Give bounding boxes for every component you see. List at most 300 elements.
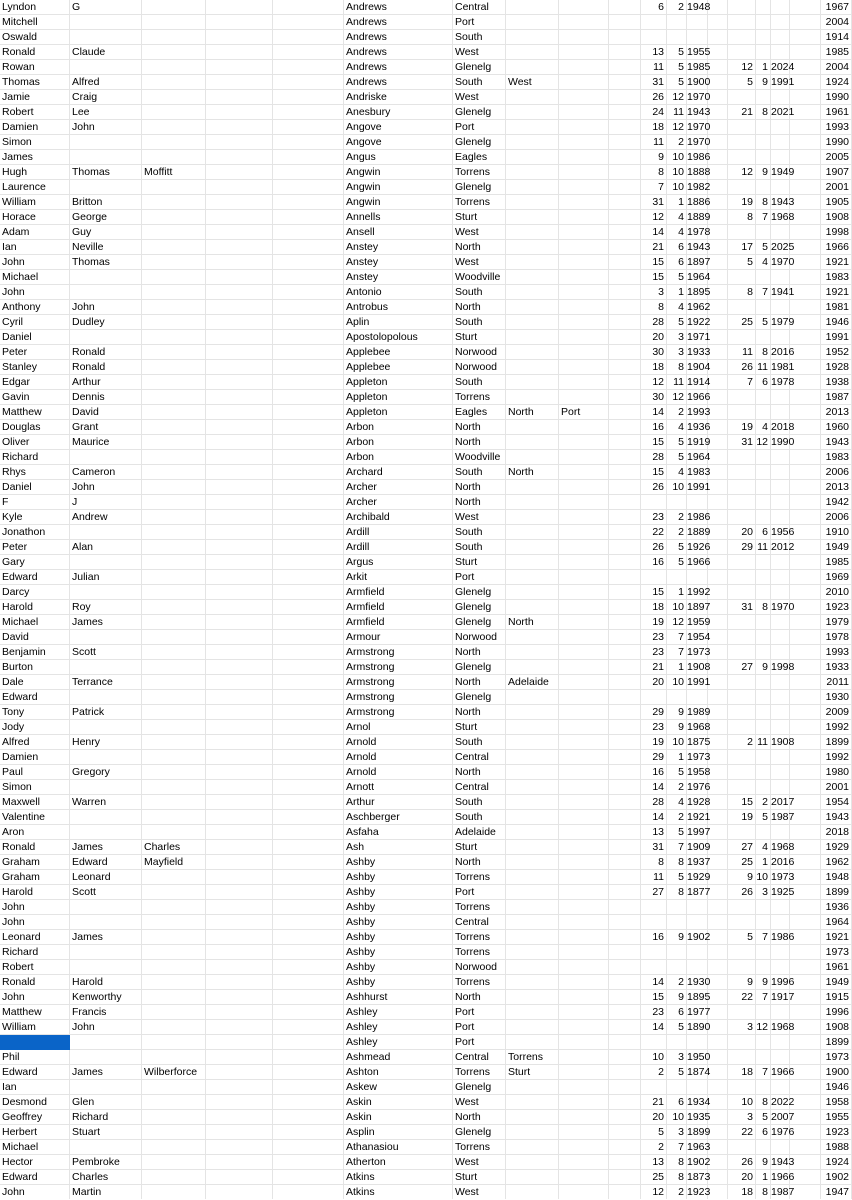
cell-birth-day[interactable]: 16 [652, 556, 664, 568]
cell-club-3[interactable] [559, 360, 608, 375]
cell-club[interactable]: Torrens [455, 871, 491, 883]
cell-first-name[interactable]: Hector [2, 1156, 33, 1168]
cell-debut-year[interactable]: 1899 [825, 886, 849, 898]
cell-death-month[interactable]: 10 [756, 871, 768, 883]
cell-death-month[interactable]: 12 [756, 436, 768, 448]
cell-birth-month[interactable] [667, 945, 686, 960]
cell-third-name[interactable] [142, 0, 205, 15]
cell-club-3[interactable] [559, 1050, 608, 1065]
cell-club-2[interactable] [506, 30, 558, 45]
cell-birth-year[interactable]: 1936 [687, 421, 711, 433]
cell-middle-name[interactable]: Scott [72, 646, 96, 658]
cell-first-name[interactable]: Richard [2, 946, 39, 958]
cell-third-name[interactable] [142, 885, 205, 900]
cell-club-3[interactable] [559, 810, 608, 825]
cell-death-month[interactable]: 1 [762, 856, 768, 868]
cell-birth-year[interactable]: 1964 [687, 271, 711, 283]
cell-surname[interactable]: Arnold [346, 751, 377, 763]
cell-club-3[interactable] [559, 510, 608, 525]
cell-third-name[interactable] [142, 810, 205, 825]
cell-death-day[interactable] [728, 720, 755, 735]
cell-first-name[interactable]: Stanley [2, 361, 38, 373]
cell-debut-year[interactable]: 1992 [825, 721, 849, 733]
cell-death-day[interactable]: 5 [747, 931, 753, 943]
cell-birth-year[interactable]: 1977 [687, 1006, 711, 1018]
cell-surname[interactable]: Anstey [346, 271, 379, 283]
cell-surname[interactable]: Ash [346, 841, 365, 853]
cell-birth-month[interactable]: 1 [678, 196, 684, 208]
cell-debut-year[interactable]: 1980 [825, 766, 849, 778]
cell-birth-year[interactable]: 1966 [687, 556, 711, 568]
cell-death-year[interactable] [771, 150, 789, 165]
cell-debut-year[interactable]: 1993 [825, 121, 849, 133]
cell-birth-year[interactable]: 1875 [687, 736, 711, 748]
cell-club-2[interactable] [506, 1005, 558, 1020]
cell-club-2[interactable] [506, 720, 558, 735]
cell-club-2[interactable] [506, 240, 558, 255]
cell-club-3[interactable] [559, 120, 608, 135]
cell-club-2[interactable] [506, 870, 558, 885]
cell-death-day[interactable] [728, 675, 755, 690]
cell-first-name[interactable]: Matthew [2, 1006, 42, 1018]
cell-birth-month[interactable]: 2 [678, 781, 684, 793]
cell-first-name[interactable]: Edgar [2, 376, 31, 388]
cell-birth-day[interactable]: 23 [652, 721, 664, 733]
cell-third-name[interactable] [142, 120, 205, 135]
cell-surname[interactable]: Ashby [346, 946, 376, 958]
cell-club-3[interactable] [559, 630, 608, 645]
cell-surname[interactable]: Ashby [346, 871, 376, 883]
cell-middle-name[interactable]: Patrick [72, 706, 105, 718]
cell-third-name[interactable] [142, 1185, 205, 1200]
cell-death-month[interactable]: 4 [762, 256, 768, 268]
cell-debut-year[interactable]: 1936 [825, 901, 849, 913]
cell-middle-name[interactable] [70, 945, 141, 960]
cell-debut-year[interactable]: 2006 [825, 466, 849, 478]
cell-middle-name[interactable]: Richard [72, 1111, 109, 1123]
cell-birth-day[interactable]: 12 [652, 376, 664, 388]
cell-birth-day[interactable]: 26 [652, 481, 664, 493]
cell-club[interactable]: Port [455, 1021, 475, 1033]
cell-surname[interactable]: Angus [346, 151, 376, 163]
cell-middle-name[interactable]: Martin [72, 1186, 102, 1198]
cell-death-day[interactable]: 18 [741, 1066, 753, 1078]
cell-club-3[interactable] [559, 300, 608, 315]
cell-middle-name[interactable]: Lee [72, 106, 90, 118]
cell-death-day[interactable] [728, 465, 755, 480]
cell-third-name[interactable]: Wilberforce [144, 1066, 198, 1078]
cell-birth-day[interactable]: 21 [652, 241, 664, 253]
cell-club-3[interactable] [559, 1170, 608, 1185]
cell-club-3[interactable] [559, 840, 608, 855]
cell-club-2[interactable] [506, 915, 558, 930]
cell-birth-year[interactable] [687, 1080, 707, 1095]
cell-first-name[interactable]: Thomas [2, 76, 40, 88]
cell-death-month[interactable] [756, 15, 770, 30]
cell-club-2[interactable] [506, 150, 558, 165]
cell-debut-year[interactable]: 1929 [825, 841, 849, 853]
cell-birth-month[interactable]: 8 [678, 1171, 684, 1183]
cell-middle-name[interactable]: David [72, 406, 99, 418]
cell-death-year[interactable] [771, 0, 789, 15]
cell-club-2[interactable] [506, 780, 558, 795]
cell-surname[interactable]: Ashby [346, 856, 376, 868]
cell-club-2[interactable] [506, 1125, 558, 1140]
cell-birth-day[interactable]: 8 [658, 856, 664, 868]
cell-death-day[interactable]: 26 [741, 886, 753, 898]
cell-death-day[interactable]: 22 [741, 1126, 753, 1138]
cell-debut-year[interactable]: 1955 [825, 1111, 849, 1123]
cell-birth-month[interactable]: 4 [678, 421, 684, 433]
cell-birth-month[interactable]: 10 [672, 481, 684, 493]
cell-death-month[interactable] [756, 90, 770, 105]
cell-birth-year[interactable]: 1877 [687, 886, 711, 898]
cell-first-name[interactable]: Ronald [2, 46, 36, 58]
cell-club[interactable]: West [455, 1156, 479, 1168]
cell-death-month[interactable] [756, 495, 770, 510]
cell-birth-day[interactable]: 15 [652, 436, 664, 448]
cell-death-day[interactable] [728, 405, 755, 420]
cell-birth-day[interactable]: 12 [652, 1186, 664, 1198]
selected-cell[interactable] [0, 1035, 70, 1050]
cell-death-day[interactable]: 9 [747, 871, 753, 883]
cell-death-day[interactable]: 18 [741, 1186, 753, 1198]
cell-first-name[interactable]: Harold [2, 886, 33, 898]
cell-birth-year[interactable]: 1928 [687, 796, 711, 808]
cell-birth-month[interactable]: 5 [678, 1066, 684, 1078]
cell-club-2[interactable] [506, 360, 558, 375]
cell-club-2[interactable] [506, 375, 558, 390]
cell-middle-name[interactable] [70, 1035, 141, 1050]
cell-third-name[interactable] [142, 930, 205, 945]
cell-birth-year[interactable]: 1929 [687, 871, 711, 883]
cell-middle-name[interactable]: Leonard [72, 871, 111, 883]
cell-birth-day[interactable]: 6 [658, 1, 664, 13]
cell-middle-name[interactable]: Julian [72, 571, 100, 583]
cell-club[interactable]: Torrens [455, 931, 491, 943]
cell-death-day[interactable] [728, 45, 755, 60]
cell-death-year[interactable] [771, 180, 789, 195]
cell-birth-month[interactable] [667, 900, 686, 915]
cell-middle-name[interactable] [70, 780, 141, 795]
cell-third-name[interactable] [142, 360, 205, 375]
cell-club[interactable]: Glenelg [455, 661, 492, 673]
cell-third-name[interactable] [142, 780, 205, 795]
cell-birth-month[interactable]: 5 [678, 871, 684, 883]
cell-club-2[interactable] [506, 0, 558, 15]
cell-first-name[interactable]: Rowan [2, 61, 35, 73]
cell-middle-name[interactable] [70, 690, 141, 705]
cell-death-day[interactable]: 10 [741, 1096, 753, 1108]
cell-birth-year[interactable]: 1897 [687, 256, 711, 268]
cell-death-day[interactable] [728, 330, 755, 345]
cell-middle-name[interactable] [70, 660, 141, 675]
cell-birth-day[interactable]: 15 [652, 991, 664, 1003]
cell-club-3[interactable] [559, 225, 608, 240]
cell-birth-year[interactable] [687, 915, 707, 930]
cell-club-2[interactable] [506, 315, 558, 330]
cell-third-name[interactable] [142, 300, 205, 315]
cell-club-2[interactable]: West [508, 76, 532, 88]
cell-first-name[interactable]: Paul [2, 766, 24, 778]
cell-middle-name[interactable] [70, 30, 141, 45]
cell-middle-name[interactable] [70, 525, 141, 540]
cell-surname[interactable]: Ashby [346, 901, 376, 913]
cell-club-3[interactable] [559, 750, 608, 765]
cell-debut-year[interactable]: 2005 [825, 151, 849, 163]
cell-death-year[interactable]: 2024 [771, 61, 795, 73]
cell-surname[interactable]: Askin [346, 1096, 372, 1108]
cell-death-day[interactable] [728, 585, 755, 600]
cell-club-2[interactable] [506, 855, 558, 870]
cell-death-day[interactable]: 26 [741, 1156, 753, 1168]
cell-club-2[interactable] [506, 555, 558, 570]
cell-club-3[interactable] [559, 165, 608, 180]
cell-death-day[interactable] [728, 1140, 755, 1155]
cell-death-day[interactable]: 9 [747, 976, 753, 988]
cell-birth-month[interactable]: 3 [678, 1051, 684, 1063]
cell-club-3[interactable] [559, 555, 608, 570]
cell-death-year[interactable]: 1925 [771, 886, 795, 898]
cell-debut-year[interactable]: 1928 [825, 361, 849, 373]
cell-surname[interactable]: Arthur [346, 796, 375, 808]
cell-third-name[interactable] [142, 1020, 205, 1035]
cell-birth-day[interactable]: 14 [652, 811, 664, 823]
cell-surname[interactable]: Angove [346, 136, 382, 148]
cell-death-day[interactable]: 8 [747, 286, 753, 298]
cell-death-day[interactable] [728, 630, 755, 645]
cell-death-day[interactable] [728, 1050, 755, 1065]
cell-death-year[interactable] [771, 645, 789, 660]
cell-death-month[interactable] [756, 0, 770, 15]
cell-death-day[interactable]: 5 [747, 76, 753, 88]
cell-middle-name[interactable] [70, 960, 141, 975]
cell-birth-month[interactable]: 9 [678, 721, 684, 733]
cell-first-name[interactable]: Graham [2, 856, 40, 868]
cell-third-name[interactable] [142, 645, 205, 660]
cell-birth-year[interactable]: 1970 [687, 121, 711, 133]
cell-birth-day[interactable]: 18 [652, 121, 664, 133]
cell-third-name[interactable] [142, 210, 205, 225]
cell-debut-year[interactable]: 1973 [825, 1051, 849, 1063]
cell-death-month[interactable] [756, 1005, 770, 1020]
cell-birth-year[interactable]: 1982 [687, 181, 711, 193]
cell-club[interactable]: Central [455, 916, 489, 928]
cell-club-3[interactable] [559, 585, 608, 600]
cell-death-month[interactable] [756, 780, 770, 795]
cell-first-name[interactable]: Gavin [2, 391, 30, 403]
cell-death-day[interactable]: 25 [741, 856, 753, 868]
cell-surname[interactable]: Armstrong [346, 691, 395, 703]
cell-birth-month[interactable]: 5 [678, 451, 684, 463]
cell-birth-day[interactable]: 25 [652, 1171, 664, 1183]
cell-birth-day[interactable]: 28 [652, 796, 664, 808]
cell-surname[interactable]: Archer [346, 496, 377, 508]
cell-surname[interactable]: Anstey [346, 256, 379, 268]
cell-third-name[interactable] [142, 1155, 205, 1170]
cell-death-month[interactable] [756, 1050, 770, 1065]
cell-first-name[interactable]: Robert [2, 106, 34, 118]
cell-debut-year[interactable]: 1923 [825, 1126, 849, 1138]
cell-debut-year[interactable]: 1947 [825, 1186, 849, 1198]
cell-club[interactable]: Central [455, 1051, 489, 1063]
cell-surname[interactable]: Archard [346, 466, 383, 478]
cell-first-name[interactable]: Alfred [2, 736, 30, 748]
cell-middle-name[interactable] [70, 135, 141, 150]
cell-third-name[interactable] [142, 1080, 205, 1095]
cell-death-day[interactable]: 22 [741, 991, 753, 1003]
cell-club-2[interactable] [506, 15, 558, 30]
cell-death-month[interactable] [756, 270, 770, 285]
cell-first-name[interactable]: Simon [2, 781, 32, 793]
cell-first-name[interactable]: Edward [2, 691, 38, 703]
cell-death-day[interactable] [728, 900, 755, 915]
cell-birth-year[interactable]: 1943 [687, 106, 711, 118]
cell-death-year[interactable] [771, 120, 789, 135]
cell-middle-name[interactable]: James [72, 931, 103, 943]
cell-birth-year[interactable]: 1922 [687, 316, 711, 328]
cell-third-name[interactable] [142, 1170, 205, 1185]
cell-death-year[interactable] [771, 135, 789, 150]
cell-middle-name[interactable]: Harold [72, 976, 103, 988]
cell-first-name[interactable]: John [2, 1186, 25, 1198]
cell-third-name[interactable] [142, 285, 205, 300]
cell-death-year[interactable]: 2021 [771, 106, 795, 118]
cell-birth-year[interactable]: 1921 [687, 811, 711, 823]
cell-death-month[interactable] [756, 135, 770, 150]
cell-death-year[interactable] [771, 450, 789, 465]
cell-middle-name[interactable]: Alan [72, 541, 94, 553]
cell-birth-day[interactable]: 18 [652, 601, 664, 613]
cell-death-month[interactable] [756, 765, 770, 780]
cell-club-2[interactable] [506, 1035, 558, 1050]
cell-club-3[interactable] [559, 480, 608, 495]
cell-first-name[interactable]: Herbert [2, 1126, 38, 1138]
cell-third-name[interactable] [142, 1050, 205, 1065]
cell-middle-name[interactable] [70, 1140, 141, 1155]
cell-death-year[interactable]: 1943 [771, 196, 795, 208]
cell-birth-year[interactable]: 1958 [687, 766, 711, 778]
cell-birth-year[interactable]: 1986 [687, 511, 711, 523]
cell-death-year[interactable] [771, 780, 789, 795]
cell-death-year[interactable] [771, 90, 789, 105]
cell-club[interactable]: Port [455, 571, 475, 583]
cell-death-day[interactable]: 31 [741, 601, 753, 613]
cell-debut-year[interactable]: 1900 [825, 1066, 849, 1078]
cell-birth-year[interactable]: 1989 [687, 706, 711, 718]
cell-birth-year[interactable]: 1930 [687, 976, 711, 988]
cell-debut-year[interactable]: 1978 [825, 631, 849, 643]
cell-third-name[interactable] [142, 195, 205, 210]
cell-middle-name[interactable]: Charles [72, 1171, 109, 1183]
cell-first-name[interactable]: Dale [2, 676, 24, 688]
cell-birth-day[interactable]: 26 [652, 541, 664, 553]
cell-death-month[interactable]: 11 [757, 736, 768, 748]
cell-birth-day[interactable]: 14 [652, 226, 664, 238]
cell-middle-name[interactable]: Kenworthy [72, 991, 122, 1003]
cell-birth-month[interactable] [667, 915, 686, 930]
cell-first-name[interactable]: Jody [2, 721, 25, 733]
cell-birth-year[interactable]: 1935 [687, 1111, 711, 1123]
cell-first-name[interactable]: Kyle [2, 511, 23, 523]
cell-birth-day[interactable]: 23 [652, 646, 664, 658]
cell-birth-year[interactable]: 1923 [687, 1186, 711, 1198]
cell-first-name[interactable]: James [2, 151, 33, 163]
cell-surname[interactable]: Ashley [346, 1006, 378, 1018]
cell-debut-year[interactable]: 1983 [825, 271, 849, 283]
cell-death-year[interactable] [771, 15, 789, 30]
cell-death-year[interactable]: 2017 [771, 796, 795, 808]
cell-death-day[interactable] [728, 690, 755, 705]
cell-birth-month[interactable]: 1 [678, 751, 684, 763]
cell-club-2[interactable] [506, 1155, 558, 1170]
cell-first-name[interactable]: William [2, 1021, 36, 1033]
cell-birth-year[interactable]: 1962 [687, 301, 711, 313]
cell-third-name[interactable] [142, 390, 205, 405]
cell-club-3[interactable] [559, 255, 608, 270]
cell-club-3[interactable] [559, 735, 608, 750]
cell-death-year[interactable] [771, 960, 789, 975]
cell-debut-year[interactable]: 2006 [825, 511, 849, 523]
cell-club-3[interactable] [559, 975, 608, 990]
cell-birth-day[interactable]: 21 [652, 661, 664, 673]
cell-club-2[interactable] [506, 60, 558, 75]
cell-club[interactable]: South [455, 736, 483, 748]
cell-third-name[interactable] [142, 180, 205, 195]
cell-birth-year[interactable]: 1973 [687, 751, 711, 763]
cell-middle-name[interactable] [70, 585, 141, 600]
cell-birth-day[interactable]: 14 [652, 406, 664, 418]
cell-death-year[interactable]: 1973 [771, 871, 795, 883]
cell-death-month[interactable] [756, 45, 770, 60]
cell-club[interactable]: North [455, 301, 481, 313]
cell-death-month[interactable] [756, 480, 770, 495]
cell-death-month[interactable] [756, 510, 770, 525]
cell-death-day[interactable]: 26 [741, 361, 753, 373]
cell-middle-name[interactable]: Terrance [72, 676, 113, 688]
cell-club-3[interactable] [559, 30, 608, 45]
cell-first-name[interactable]: Burton [2, 661, 33, 673]
cell-death-day[interactable] [728, 180, 755, 195]
cell-death-day[interactable] [728, 510, 755, 525]
cell-death-year[interactable] [771, 270, 789, 285]
cell-club-2[interactable] [506, 180, 558, 195]
cell-debut-year[interactable]: 1948 [825, 871, 849, 883]
cell-debut-year[interactable]: 1899 [825, 736, 849, 748]
cell-surname[interactable]: Ashton [346, 1066, 379, 1078]
cell-death-year[interactable]: 1976 [771, 1126, 795, 1138]
cell-third-name[interactable] [142, 510, 205, 525]
cell-death-day[interactable]: 20 [741, 526, 753, 538]
cell-birth-year[interactable]: 1968 [687, 721, 711, 733]
cell-middle-name[interactable]: Warren [72, 796, 107, 808]
cell-first-name[interactable]: Michael [2, 271, 39, 283]
cell-third-name[interactable] [142, 600, 205, 615]
cell-death-month[interactable] [756, 900, 770, 915]
cell-third-name[interactable] [142, 735, 205, 750]
cell-club-3[interactable] [559, 720, 608, 735]
cell-birth-month[interactable]: 5 [678, 436, 684, 448]
cell-birth-month[interactable]: 5 [678, 61, 684, 73]
cell-third-name[interactable] [142, 240, 205, 255]
cell-death-day[interactable] [728, 120, 755, 135]
cell-club-3[interactable] [559, 540, 608, 555]
cell-first-name[interactable]: Edward [2, 1171, 38, 1183]
cell-club-3[interactable] [559, 1080, 608, 1095]
cell-death-day[interactable] [728, 0, 755, 15]
cell-club-3[interactable] [559, 570, 608, 585]
cell-surname[interactable]: Antonio [346, 286, 382, 298]
